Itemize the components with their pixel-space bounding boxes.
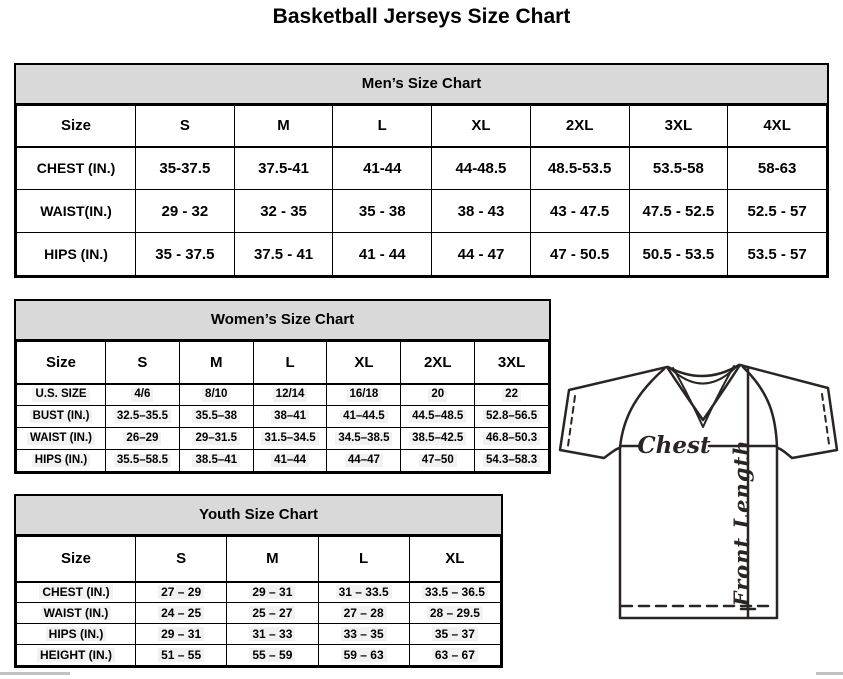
size-cell: 47–50: [401, 450, 475, 472]
size-cell: 41–44.5: [327, 406, 401, 428]
horizontal-scrollbar-thumb-right[interactable]: [816, 672, 843, 675]
column-header: L: [333, 106, 432, 147]
column-header: M: [227, 537, 318, 582]
size-cell: 29 – 31: [227, 582, 318, 603]
row-label: HIPS (IN.): [17, 624, 136, 645]
size-cell: 59 – 63: [318, 645, 409, 666]
mens-size-chart: [14, 63, 829, 278]
column-header: Size: [17, 537, 136, 582]
row-label: BUST (IN.): [17, 406, 106, 428]
column-header: 3XL: [629, 106, 728, 147]
size-cell: 31 – 33: [227, 624, 318, 645]
size-cell: 54.3–58.3: [475, 450, 549, 472]
size-cell: 58-63: [728, 147, 827, 190]
mens-chart-title: Men’s Size Chart: [16, 65, 827, 105]
size-cell: 29 – 31: [136, 624, 227, 645]
size-cell: 27 – 29: [136, 582, 227, 603]
size-cell: 44 - 47: [432, 233, 531, 276]
size-cell: 26–29: [106, 428, 180, 450]
size-cell: 33.5 – 36.5: [409, 582, 500, 603]
table-row: [17, 406, 549, 428]
row-label: U.S. SIZE: [17, 384, 106, 406]
size-cell: 37.5-41: [234, 147, 333, 190]
size-cell: 28 – 29.5: [409, 603, 500, 624]
column-header: S: [136, 106, 235, 147]
size-cell: 43 - 47.5: [530, 190, 629, 233]
table-row: [17, 428, 549, 450]
size-cell: 22: [475, 384, 549, 406]
column-header: M: [179, 342, 253, 384]
womens-chart-title: Women’s Size Chart: [16, 301, 549, 341]
row-label: WAIST(IN.): [17, 190, 136, 233]
size-cell: 20: [401, 384, 475, 406]
size-cell: 32.5–35.5: [106, 406, 180, 428]
size-cell: 47 - 50.5: [530, 233, 629, 276]
jersey-measurement-diagram: [556, 360, 841, 626]
size-cell: 50.5 - 53.5: [629, 233, 728, 276]
row-label: HIPS (IN.): [17, 450, 106, 472]
size-cell: 27 – 28: [318, 603, 409, 624]
size-cell: 41–44: [253, 450, 327, 472]
size-cell: 35.5–38: [179, 406, 253, 428]
page-title: Basketball Jerseys Size Chart: [272, 5, 571, 28]
column-header: S: [106, 342, 180, 384]
row-label: CHEST (IN.): [17, 147, 136, 190]
size-cell: 35.5–58.5: [106, 450, 180, 472]
table-row: [17, 190, 827, 233]
size-cell: 55 – 59: [227, 645, 318, 666]
column-header: Size: [17, 342, 106, 384]
size-cell: 35 - 38: [333, 190, 432, 233]
mens-size-table: [16, 105, 827, 276]
row-label: WAIST (IN.): [17, 428, 106, 450]
table-row: [17, 233, 827, 276]
size-cell: 44–47: [327, 450, 401, 472]
size-cell: 37.5 - 41: [234, 233, 333, 276]
column-header: XL: [327, 342, 401, 384]
table-row: [17, 582, 501, 603]
youth-size-table: [16, 536, 501, 666]
size-cell: 44.5–48.5: [401, 406, 475, 428]
size-cell: 46.8–50.3: [475, 428, 549, 450]
size-cell: 51 – 55: [136, 645, 227, 666]
size-cell: 35 - 37.5: [136, 233, 235, 276]
youth-chart-title: Youth Size Chart: [16, 496, 501, 536]
column-header: 2XL: [401, 342, 475, 384]
table-row: [17, 147, 827, 190]
column-header: L: [318, 537, 409, 582]
row-label: CHEST (IN.): [17, 582, 136, 603]
column-header: Size: [17, 106, 136, 147]
table-row: [17, 384, 549, 406]
youth-size-chart: [14, 494, 503, 668]
size-cell: 25 – 27: [227, 603, 318, 624]
size-cell: 38.5–41: [179, 450, 253, 472]
size-cell: 52.8–56.5: [475, 406, 549, 428]
table-row: [17, 603, 501, 624]
right-cuff-dashed-line: [822, 394, 829, 444]
size-cell: 34.5–38.5: [327, 428, 401, 450]
row-label: WAIST (IN.): [17, 603, 136, 624]
column-header: 4XL: [728, 106, 827, 147]
table-row: [17, 624, 501, 645]
column-header: XL: [409, 537, 500, 582]
size-cell: 53.5 - 57: [728, 233, 827, 276]
size-cell: 8/10: [179, 384, 253, 406]
table-row: [17, 645, 501, 666]
column-header: XL: [432, 106, 531, 147]
womens-size-table: [16, 341, 549, 472]
size-cell: 38–41: [253, 406, 327, 428]
column-header: M: [234, 106, 333, 147]
row-label: HIPS (IN.): [17, 233, 136, 276]
size-cell: 29–31.5: [179, 428, 253, 450]
left-cuff-dashed-line: [568, 396, 575, 446]
chest-label: Chest: [637, 432, 711, 459]
horizontal-scrollbar-thumb-left[interactable]: [0, 672, 70, 675]
size-cell: 44-48.5: [432, 147, 531, 190]
size-cell: 38 - 43: [432, 190, 531, 233]
size-cell: 41 - 44: [333, 233, 432, 276]
table-row: [17, 450, 549, 472]
womens-size-chart: [14, 299, 551, 474]
size-cell: 4/6: [106, 384, 180, 406]
size-cell: 16/18: [327, 384, 401, 406]
column-header: L: [253, 342, 327, 384]
column-header: S: [136, 537, 227, 582]
size-cell: 48.5-53.5: [530, 147, 629, 190]
size-cell: 35 – 37: [409, 624, 500, 645]
column-header: 3XL: [475, 342, 549, 384]
size-cell: 52.5 - 57: [728, 190, 827, 233]
front-length-label: Front Length: [729, 439, 754, 607]
column-header: 2XL: [530, 106, 629, 147]
size-cell: 41-44: [333, 147, 432, 190]
size-cell: 12/14: [253, 384, 327, 406]
size-cell: 24 – 25: [136, 603, 227, 624]
size-cell: 63 – 67: [409, 645, 500, 666]
size-cell: 53.5-58: [629, 147, 728, 190]
size-cell: 35-37.5: [136, 147, 235, 190]
size-cell: 32 - 35: [234, 190, 333, 233]
size-cell: 33 – 35: [318, 624, 409, 645]
size-cell: 38.5–42.5: [401, 428, 475, 450]
size-cell: 29 - 32: [136, 190, 235, 233]
size-cell: 31.5–34.5: [253, 428, 327, 450]
row-label: HEIGHT (IN.): [17, 645, 136, 666]
size-cell: 31 – 33.5: [318, 582, 409, 603]
jersey-outline: [560, 365, 837, 618]
size-cell: 47.5 - 52.5: [629, 190, 728, 233]
